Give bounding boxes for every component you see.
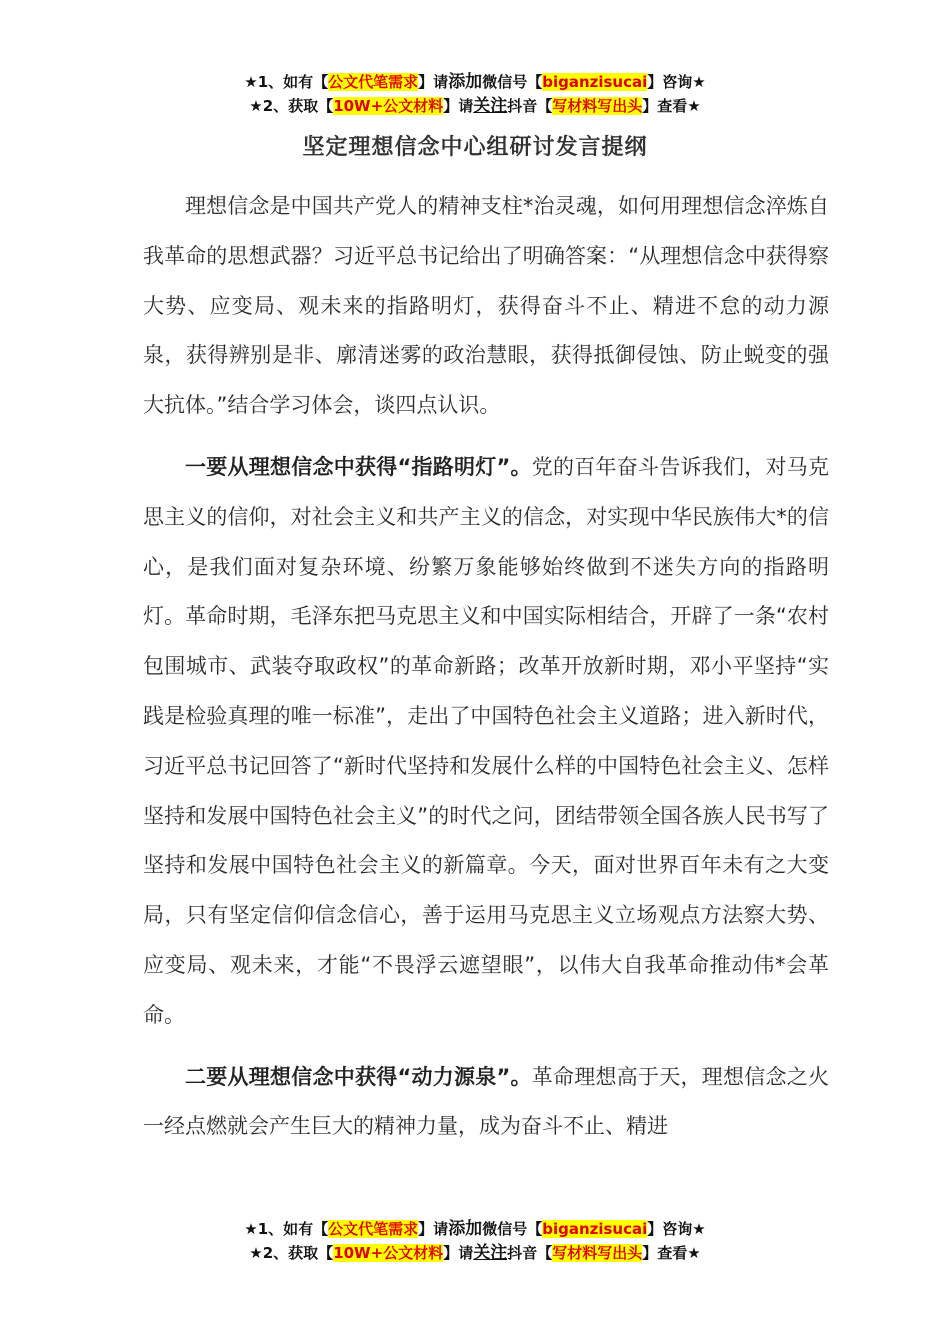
paragraph-point-1 [143, 443, 829, 1041]
promo-text: 抖音【 [507, 1244, 553, 1262]
promo-text: 】咨询★ [647, 73, 706, 91]
promo-text: 】请 [443, 97, 474, 115]
promo-text: 】请 [418, 1220, 449, 1238]
promo-line-2 [0, 1241, 950, 1265]
promo-text: ★2、获取【 [249, 97, 334, 115]
document-body [143, 182, 829, 1164]
promo-emphasis: 添加 [448, 1219, 483, 1239]
promo-text: 】请 [443, 1244, 474, 1262]
promo-wechat-id: biganzisucai [542, 1220, 648, 1238]
promo-text: 】查看★ [642, 1244, 701, 1262]
promo-text: ★1、如有【 [244, 73, 329, 91]
promo-highlight: 10W+公文材料 [333, 97, 444, 115]
paragraph-text: 党的百年奋斗告诉我们，对马克思主义的信仰，对社会主义和共产主义的信念，对实现中华民族伟大*的信心，是我们面对复杂环境、纷繁万象能够始终做到不迷失方向的指路明灯。革命时期，毛泽东把马克思主义和中国实际相结合，开辟了一条“农村包围城市、武装夺取政权”的革命新路；改革开放新时期，邓小平坚持“实践是检验真理的唯一标准”，走出了中国特色社会主义道路；进入新时代，习近平总书记回答了“新时代坚持和发展什么样的中国特色社会主义、怎样坚持和发展中国特色社会主义”的时代之问，团结带领全国各族人民书写了坚持和发展中国特色社会主义的新篇章。今天，面对世界百年未有之大变局，只有坚定信仰信念信心，善于运用马克思主义立场观点方法察大势、应变局、观未来，才能“不畏浮云遮望眼”，以伟大自我革命推动伟*会革命。 [143, 454, 829, 1027]
paragraph-intro: 理想信念是中国共产党人的精神支柱*治灵魂，如何用理想信念淬炼自我革命的思想武器？习近平总书记给出了明确答案：“从理想信念中获得察大势、应变局、观未来的指路明灯，获得奋斗不止、精进不怠的动力源泉，获得辨别是非、廓清迷雾的政治慧眼，获得抵御侵蚀、防止蜕变的强大抗体。”结合学习体会，谈四点认识。 [143, 194, 829, 418]
promo-text: ★2、获取【 [249, 1244, 334, 1262]
promo-douyin-id: 写材料写出头 [552, 97, 643, 115]
paragraph-point-2 [143, 1053, 829, 1153]
promo-text: 微信号【 [482, 73, 543, 91]
promo-highlight: 10W+公文材料 [333, 1244, 444, 1262]
promo-emphasis: 关注 [473, 1243, 508, 1263]
promo-text: 抖音【 [507, 97, 553, 115]
promo-banner-bottom [0, 1217, 950, 1265]
promo-douyin-id: 写材料写出头 [552, 1244, 643, 1262]
promo-text: 】查看★ [642, 97, 701, 115]
paragraph-lead: 二要从理想信念中获得“动力源泉”。 [185, 1064, 532, 1089]
paragraph-lead: 一要从理想信念中获得“指路明灯”。 [185, 454, 532, 479]
promo-line-1 [0, 70, 950, 94]
promo-line-1 [0, 1217, 950, 1241]
promo-highlight: 公文代笔需求 [328, 73, 419, 91]
promo-line-2 [0, 94, 950, 118]
document-title: 坚定理想信念中心组研讨发言提纲 [302, 135, 648, 160]
promo-emphasis: 关注 [473, 96, 508, 116]
promo-text: 】请 [418, 73, 449, 91]
promo-banner-top [0, 70, 950, 118]
promo-wechat-id: biganzisucai [542, 73, 648, 91]
promo-text: 微信号【 [482, 1220, 543, 1238]
promo-text: ★1、如有【 [244, 1220, 329, 1238]
paragraph-text: 革命理想高于天，理想信念之火一经点燃就会产生巨大的精神力量，成为奋斗不止、精进 [143, 1064, 829, 1139]
promo-emphasis: 添加 [448, 72, 483, 92]
promo-text: 】咨询★ [647, 1220, 706, 1238]
promo-highlight: 公文代笔需求 [328, 1220, 419, 1238]
